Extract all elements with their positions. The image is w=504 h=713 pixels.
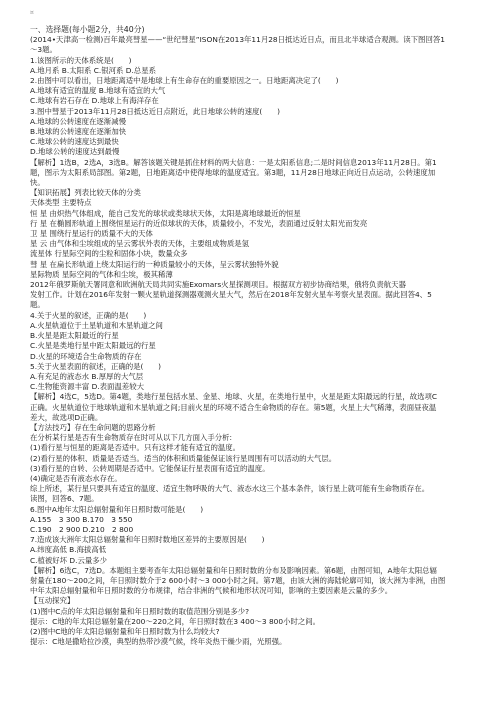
text-line: 流星体 行星际空间的尘粒和固体小块，数量众多 [30, 249, 188, 259]
text-line: 中年太阳总辐射量和年日照时数的分布规律，结合非洲的气候和地形状况可知，影响的主要因素是云量的多少。 [30, 586, 393, 596]
text-line: 读图，回答6、7题。 [30, 494, 99, 504]
text-line: 5.关于火星表面的叙述，正确的是( ) [30, 361, 162, 371]
text-line: 1.该图所示的天体系统是( ) [30, 55, 132, 65]
text-line: 快。 [30, 178, 45, 188]
text-line: C.生物能资源丰富 D.表面温差较大 [30, 382, 144, 392]
text-line: (2)图中C地的年太阳总辐射量和年日照时数为什么均较大? [30, 626, 220, 636]
text-line: 彗 星 在扁长形轨道上绕太阳运行的一种质量较小的天体，呈云雾状独特外貌 [30, 259, 279, 269]
text-line: 【互动探究】 [30, 596, 75, 606]
text-line: 提示：C地是撒哈拉沙漠，典型的热带沙漠气候，终年炎热干燥少雨，光照强。 [30, 637, 287, 647]
text-line: 星际物质 星际空间的气体和尘埃，极其稀薄 [30, 269, 173, 279]
text-line: 题，图示为太阳系局部图。第2题，日地距离适中使得地球的温度适宜。第3题，11月28日地球正向近日点运动，公转速度加 [30, 167, 436, 177]
text-line: C.火星是类地行星中距太阳最远的行星 [30, 341, 156, 351]
text-line: 【知识拓展】列表比较天体的分类 [30, 188, 141, 198]
text-line: C.190 2 900 D.210 2 800 [30, 524, 134, 534]
text-line: 天体类型 主要特点 [30, 198, 92, 208]
text-line: 综上所述，某行星只要具有适宜的温度、适宜生物呼吸的大气、液态水这三个基本条件，该行星上就可能有生命物质存在。 [30, 484, 430, 494]
text-line: 【解析】1选B，2选A，3选B。解答该题关键是抓住材料的两大信息：一是太阳系信息;二是时间信息2013年11月28日。第1 [30, 157, 437, 167]
text-line: (2014•天津高一检测)百年最亮彗星——“世纪彗星”ISON在2013年11月28日抵达近日点，而且北半球适合观测。读下图回答1 [30, 35, 445, 45]
text-line: A.有充足的液态水 B.厚厚的大气层 [30, 371, 144, 381]
text-line: 6.图中A地年太阳总辐射量和年日照时数可能是( ) [30, 504, 204, 514]
text-line: 射量在180～200之间，年日照时数介于2 600小时～3 000小时之间。第7题，由该大洲的海陆轮廓可知，该大洲为非洲，由图 [30, 575, 446, 585]
text-line: 行 星 在椭圆形轨道上围绕恒星运行的近似球状的天体，质量较小，不发光，表面通过反射太阳光而发亮 [30, 218, 368, 228]
text-line: A.纬度高低 B.海拔高低 [30, 545, 107, 555]
text-line: ～3题。 [30, 45, 57, 55]
text-line: 2012年俄罗斯航天署同意和欧洲航天局共同实施Exomars火星探测项目。根据双方初步协商结果，俄将负责航天器 [30, 280, 406, 290]
text-line: 提示：C地的年太阳总辐射量在200～220之间，年日照时数在3 400～3 800小时之间。 [30, 616, 321, 626]
text-line: 【方法技巧】存在生命问题的思路分析 [30, 422, 156, 432]
text-line: (1)看行星与恒星的距离是否适中。只有这样才能有适宜的温度。 [30, 443, 241, 453]
text-line: (4)确定是否有液态水存在。 [30, 473, 122, 483]
text-line: (3)看行星的自转、公转周期是否适中。它能保证行星表面有适宜的温度。 [30, 463, 270, 473]
text-line: (2)看行星的体积、质量是否适当。适当的体积和质量能保证该行星周围有可以活动的大气层。 [30, 453, 337, 463]
text-line: D.火星的环境适合生命物质的存在 [30, 351, 142, 361]
text-line: C.地球有岩石存在 D.地球上有海洋存在 [30, 96, 159, 106]
text-line: C.地球公转的速度达到最快 [30, 137, 119, 147]
text-line: 【解析】4选C，5选D。第4题，类地行星包括水星、金星、地球、火星，在类地行星中，火星是距太阳最远的行星，故选项C [30, 392, 438, 402]
section-title: 一、选择题(每小题2分，共40分) [30, 25, 145, 34]
text-line: 星 云 由气体和尘埃组成的呈云雾状外表的天体，主要组成物质是氢 [30, 239, 250, 249]
text-line: C.植被好坏 D.云量多少 [30, 555, 108, 565]
text-line: 7.造成该大洲年太阳总辐射量和年日照时数地区差异的主要原因是( ) [30, 535, 265, 545]
text-line: A.155 3 300 B.170 3 550 [30, 514, 133, 524]
text-line: 差大，故选项D正确。 [30, 412, 103, 422]
text-line: A.地月系 B.太阳系 C.银河系 D.总星系 [30, 65, 156, 75]
text-line: 4.关于火星的叙述，正确的是( ) [30, 310, 147, 320]
text-line: B.火星是距太阳最近的行星 [30, 331, 119, 341]
text-line: 在分析某行星是否有生命物质存在时可从以下几方面入手分析: [30, 433, 233, 443]
text-line: A.火星轨道位于土星轨道和木星轨道之间 [30, 320, 163, 330]
text-line: 恒 星 由炽热气体组成，能自己发光的球状或类球状天体，太阳是离地球最近的恒星 [30, 208, 301, 218]
document-body [30, 25, 488, 647]
text-line: B.地球的公转速度在逐渐加快 [30, 127, 127, 137]
text-line: 题。 [30, 300, 45, 310]
text-line: 正确。火星轨道位于地球轨道和木星轨道之间;目前火星的环境不适合生命物质的存在。第5题，火星上大气稀薄，表面昼夜温 [30, 402, 437, 412]
text-line: 发射工作。计划在2016年发射一颗火星轨道探测器观测火星大气，然后在2018年发射火星车考察火星表面。据此回答4、5 [30, 290, 432, 300]
text-line: 3.图中彗星于2013年11月28日抵达近日点附近，此日地球公转的速度( ) [30, 106, 280, 116]
text-line: D.地球公转的速度达到最慢 [30, 147, 120, 157]
text-line: (1)图中C点的年太阳总辐射量和年日照时数的取值范围分别是多少? [30, 606, 250, 616]
corner-mark: ¤ [30, 9, 34, 16]
text-line: 【解析】6选C，7选D。本题组主要考查年太阳总辐射量和年日照时数的分布及影响因素。第6题，由图可知，A地年太阳总辐 [30, 565, 437, 575]
text-line: 2.由图中可以看出，日地距离适中是地球上有生命存在的重要原因之一。日地距离决定了( ) [30, 76, 339, 86]
text-line: A.地球有适宜的温度 B.地球有适宜的大气 [30, 86, 166, 96]
text-line: A.地球的公转速度在逐渐减慢 [30, 116, 126, 126]
text-line: 卫 星 围绕行星运行的质量不大的天体 [30, 229, 153, 239]
